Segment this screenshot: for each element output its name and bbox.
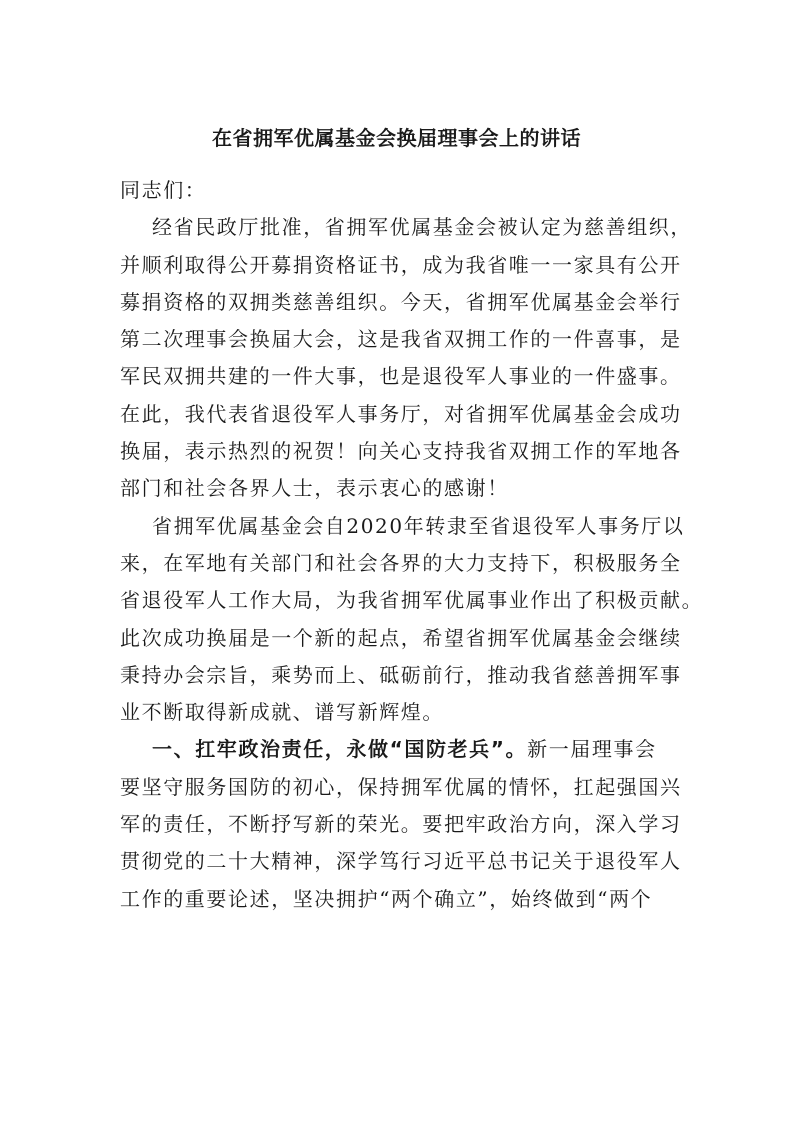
paragraph-line: 在此，我代表省退役军人事务厅，对省拥军优属基金会成功 bbox=[120, 401, 682, 426]
paragraph-line: 募捐资格的双拥类慈善组织。今天，省拥军优属基金会举行 bbox=[120, 289, 682, 314]
paragraph-line: 秉持办会宗旨，乘势而上、砥砺前行，推动我省慈善拥军事 bbox=[120, 662, 682, 687]
paragraph-first-line bbox=[120, 731, 686, 768]
paragraph-line: 经省民政厅批准，省拥军优属基金会被认定为慈善组织， bbox=[152, 215, 692, 240]
paragraph-1 bbox=[120, 209, 692, 507]
paragraph-line: 军的责任，不断抒写新的荣光。要把牢政治方向，深入学习 bbox=[120, 812, 682, 837]
paragraph-line: 工作的重要论述，坚决拥护“两个确立”，始终做到“两个 bbox=[120, 886, 653, 911]
paragraph-line: 省退役军人工作大局，为我省拥军优属事业作出了积极贡献。 bbox=[120, 588, 704, 613]
paragraph-line: 第二次理事会换届大会，这是我省双拥工作的一件喜事，是 bbox=[120, 327, 682, 352]
paragraph-line: 来，在军地有关部门和社会各界的大力支持下，积极服务全 bbox=[120, 550, 682, 575]
paragraph-line: 军民双拥共建的一件大事，也是退役军人事业的一件盛事。 bbox=[120, 364, 682, 389]
paragraph-line: 换届，表示热烈的祝贺！向关心支持我省双拥工作的军地各 bbox=[120, 439, 682, 464]
paragraph-3 bbox=[120, 731, 686, 917]
paragraph-line: 部门和社会各界人士，表示衷心的感谢！ bbox=[120, 476, 509, 501]
paragraph-line-rest: 新一届理事会 bbox=[527, 737, 657, 762]
paragraph-2 bbox=[120, 508, 704, 732]
paragraph-line: 并顺利取得公开募捐资格证书，成为我省唯一一家具有公开 bbox=[120, 252, 682, 277]
document-body bbox=[120, 172, 704, 918]
paragraph-line: 要坚守服务国防的初心，保持拥军优属的情怀，扛起强国兴 bbox=[120, 774, 682, 799]
section-heading: 一、扛牢政治责任，永做“国防老兵”。 bbox=[152, 737, 528, 762]
paragraph-line: 此次成功换届是一个新的起点，希望省拥军优属基金会继续 bbox=[120, 625, 682, 650]
document-title: 在省拥军优属基金会换届理事会上的讲话 bbox=[212, 126, 581, 150]
salutation: 同志们： bbox=[120, 178, 207, 202]
paragraph-line: 贯彻党的二十大精神，深学笃行习近平总书记关于退役军人 bbox=[120, 849, 682, 874]
paragraph-line: 省拥军优属基金会自2020年转隶至省退役军人事务厅以 bbox=[152, 513, 685, 538]
paragraph-line: 业不断取得新成就、谱写新辉煌。 bbox=[120, 700, 444, 725]
